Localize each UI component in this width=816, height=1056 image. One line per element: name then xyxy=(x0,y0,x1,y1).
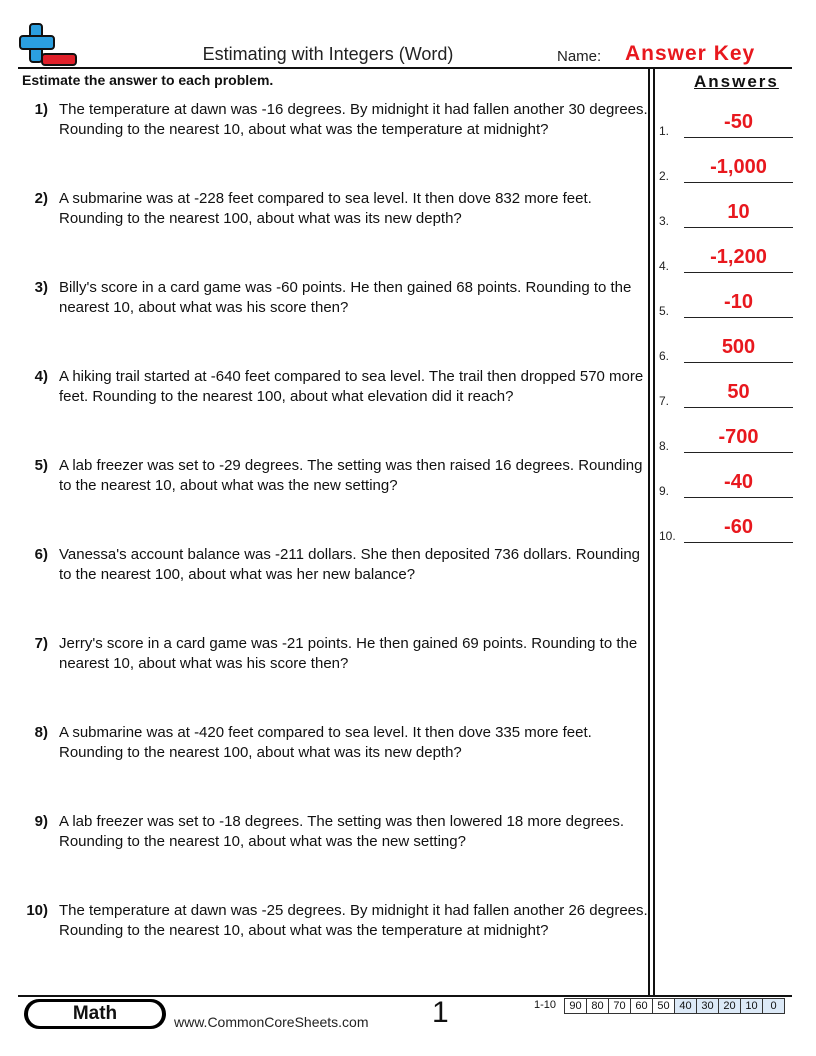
problem-text: A lab freezer was set to -29 degrees. The setting was then raised 16 degrees. Rounding to the nearest 10, about what was the new setting? xyxy=(59,457,643,494)
answer-number: 4. xyxy=(659,259,670,273)
answers-heading: Answers xyxy=(694,72,779,91)
answer-value: -10 xyxy=(724,291,753,313)
score-cell: 0 xyxy=(763,999,785,1014)
answer-line xyxy=(684,542,793,543)
problem-text: A hiking trail started at -640 feet compared to sea level. The trail then dropped 570 more feet. Rounding to the nearest 100, about what elevation did it reach? xyxy=(59,368,644,405)
footer-divider xyxy=(18,995,792,997)
answer-row xyxy=(659,335,793,363)
answer-number: 2. xyxy=(659,169,670,183)
column-divider xyxy=(653,69,655,995)
problem-number: 9) xyxy=(34,813,48,830)
instructions: Estimate the answer to each problem. xyxy=(22,72,274,88)
answer-line xyxy=(684,182,793,183)
answer-number: 1. xyxy=(659,124,670,138)
answer-value: -1,000 xyxy=(710,156,767,178)
page-title: Estimating with Integers (Word) xyxy=(202,44,454,64)
subject-badge xyxy=(24,999,166,1029)
answer-value: -60 xyxy=(724,516,753,538)
answer-value: -1,200 xyxy=(710,246,767,268)
problem-text: A submarine was at -228 feet compared to sea level. It then dove 832 more feet. Rounding to the nearest 100, about what was its new depth? xyxy=(59,190,592,227)
score-cell: 20 xyxy=(719,999,741,1014)
answer-number: 6. xyxy=(659,349,670,363)
answer-line xyxy=(684,362,793,363)
answer-row xyxy=(659,425,793,453)
answer-key-label: Answer Key xyxy=(625,42,756,65)
answer-number: 8. xyxy=(659,439,670,453)
answer-number: 10. xyxy=(659,529,676,543)
answer-row xyxy=(659,290,793,318)
score-cell: 80 xyxy=(587,999,609,1014)
answer-line xyxy=(684,227,793,228)
problem-text: Jerry's score in a card game was -21 points. He then gained 69 points. Rounding to the nearest 10, about what was his score then? xyxy=(59,635,638,672)
answer-value: 10 xyxy=(727,201,750,223)
answer-line xyxy=(684,407,793,408)
page-number: 1 xyxy=(432,996,449,1029)
answer-value: 500 xyxy=(721,336,756,358)
problem-number: 3) xyxy=(34,279,48,296)
answer-line xyxy=(684,497,793,498)
answer-row xyxy=(659,155,793,183)
answer-row xyxy=(659,515,793,543)
answer-line xyxy=(684,272,793,273)
name-label: Name: xyxy=(557,48,602,65)
score-cell: 30 xyxy=(697,999,719,1014)
answer-number: 9. xyxy=(659,484,670,498)
problem-number: 1) xyxy=(34,101,48,118)
score-cell: 40 xyxy=(675,999,697,1014)
answer-value: -700 xyxy=(718,426,759,448)
problem-text: The temperature at dawn was -16 degrees. By midnight it had fallen another 30 degrees. Rounding to the nearest 10, about what was the temperature at midnight? xyxy=(59,101,648,138)
problem-number: 10) xyxy=(26,902,48,919)
answer-number: 3. xyxy=(659,214,670,228)
answer-row xyxy=(659,470,793,498)
problem-text: A submarine was at -420 feet compared to sea level. It then dove 335 more feet. Rounding to the nearest 100, about what was its new depth? xyxy=(59,724,592,761)
score-cell: 50 xyxy=(653,999,675,1014)
answer-row xyxy=(659,110,793,138)
answer-line xyxy=(684,137,793,138)
score-cell: 10 xyxy=(741,999,763,1014)
subject-label: Math xyxy=(28,1002,162,1026)
problem-text: Vanessa's account balance was -211 dollars. She then deposited 736 dollars. Rounding to the nearest 100, about what was her new balance? xyxy=(59,546,641,583)
problem-number: 6) xyxy=(34,546,48,563)
problem-number: 7) xyxy=(34,635,48,652)
score-cell: 90 xyxy=(565,999,587,1014)
answer-line xyxy=(684,317,793,318)
answer-number: 7. xyxy=(659,394,670,408)
problem-text: Billy's score in a card game was -60 points. He then gained 68 points. Rounding to the nearest 10, about what was his score then? xyxy=(59,279,632,316)
problem-number: 2) xyxy=(34,190,48,207)
answer-row xyxy=(659,245,793,273)
website-link[interactable]: www.CommonCoreSheets.com xyxy=(174,1014,369,1030)
score-range-label: 1-10 xyxy=(534,999,557,1011)
answer-row xyxy=(659,380,793,408)
problem-number: 5) xyxy=(34,457,48,474)
answer-line xyxy=(684,452,793,453)
answer-value: -40 xyxy=(724,471,753,493)
score-cell: 60 xyxy=(631,999,653,1014)
answer-value: -50 xyxy=(724,111,753,133)
problem-text: A lab freezer was set to -18 degrees. The setting was then lowered 18 more degrees. Rounding to the nearest 10, about what was the new setting? xyxy=(59,813,625,850)
problem-number: 4) xyxy=(34,368,48,385)
answer-value: 50 xyxy=(727,381,750,403)
problem-number: 8) xyxy=(34,724,48,741)
header-divider xyxy=(18,67,792,69)
score-table xyxy=(564,998,785,1014)
logo-icon xyxy=(18,22,80,68)
problem-text: The temperature at dawn was -25 degrees. By midnight it had fallen another 26 degrees. Rounding to the nearest 10, about what was the temperature at midnight? xyxy=(59,902,648,939)
answer-row xyxy=(659,200,793,228)
answer-number: 5. xyxy=(659,304,670,318)
score-cell: 70 xyxy=(609,999,631,1014)
